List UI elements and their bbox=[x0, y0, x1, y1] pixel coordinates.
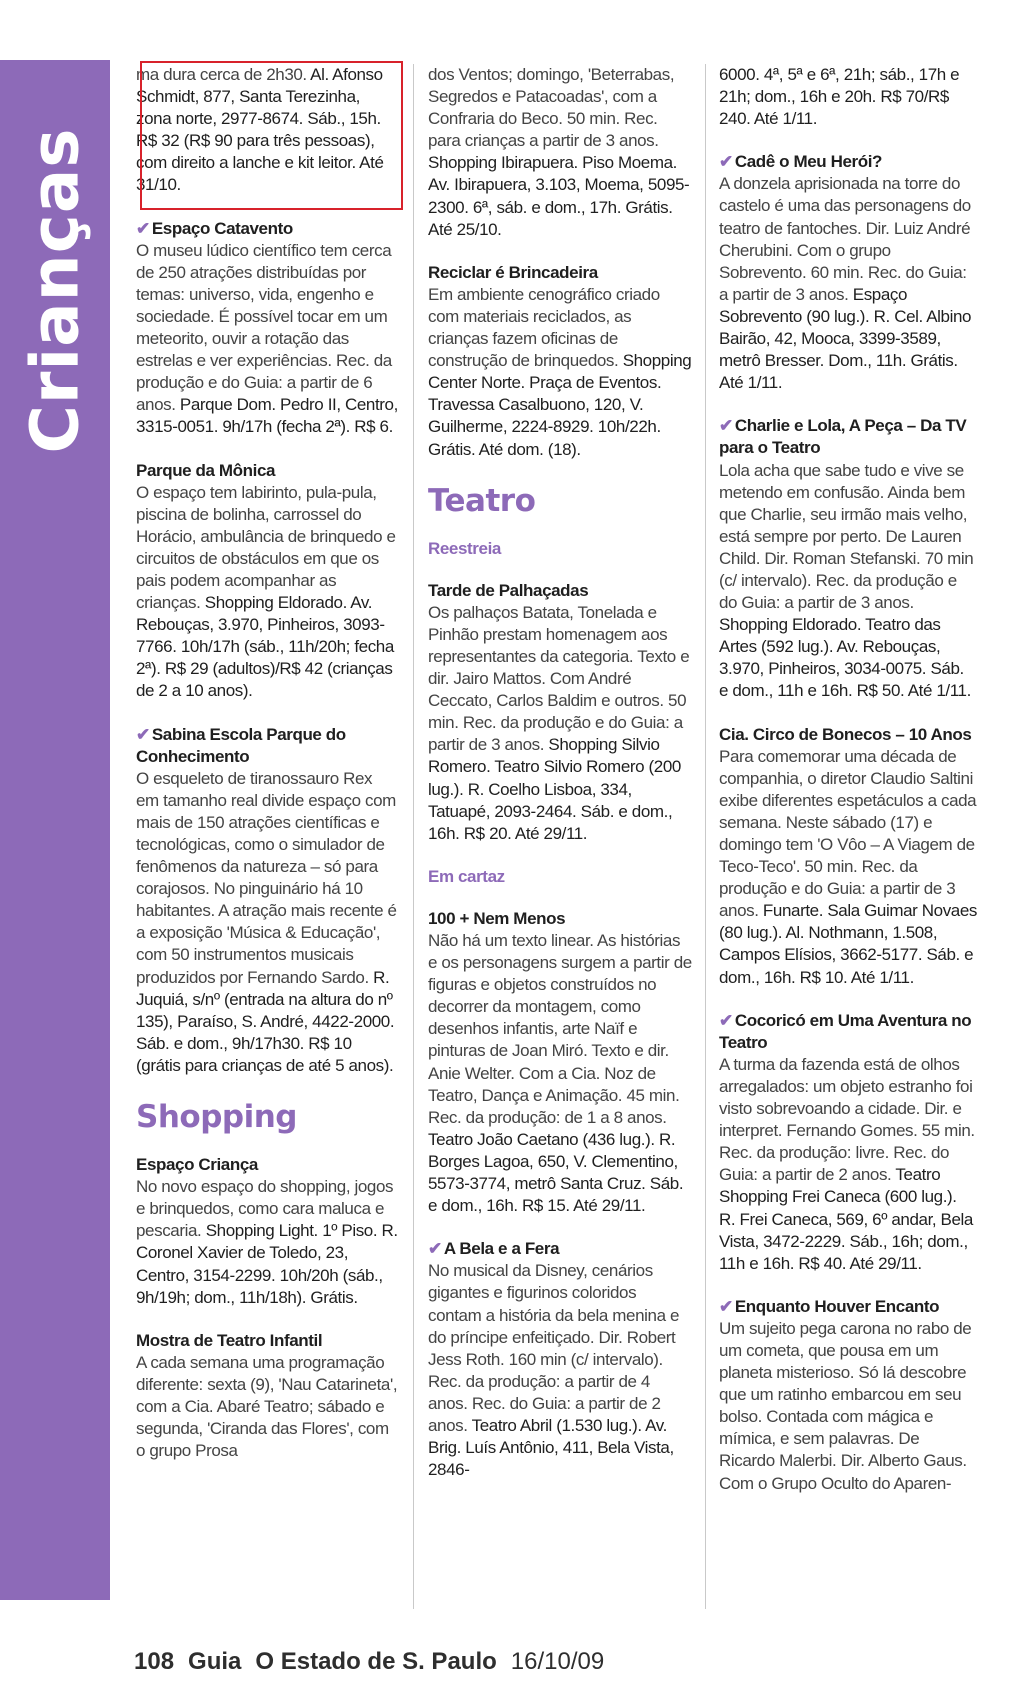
subsection-reestreia: Reestreia bbox=[428, 538, 501, 558]
listing-bela-e-fera: ✔ A Bela e a Fera No musical da Disney, cenários gigantes e figurinos coloridos contam a história da bela menina e do príncipe enfeitiçado. Dir. Robert Jess Roth. 160 min (c/ intervalo). Rec. da produção: a partir de 4 anos. Rec. do Guia: a partir de 2 anos. Teatro Abril (1.530 lug.). Av. Brig. Luís Antônio, 411, Bela Vista, 2846- bbox=[428, 1238, 692, 1481]
listing-espaco-crianca: Espaço Criança No novo espaço do shopping, jogos e brinquedos, como cara maluca e pescaria. Shopping Light. 1º Piso. R. Coronel Xavier de Toledo, 23, Centro, 3154-2299. 10h/20h (sáb., 9h/19h; dom., 11h/18h). Grátis. bbox=[136, 1155, 398, 1307]
column-divider bbox=[705, 64, 706, 1609]
guide-name: Guia bbox=[188, 1648, 242, 1675]
column-divider bbox=[413, 64, 414, 1609]
page-number: 108 bbox=[134, 1648, 175, 1675]
section-heading-shopping: Shopping bbox=[136, 1099, 297, 1136]
listing-cocorico: ✔ Cocoricó em Uma Aventura no Teatro A turma da fazenda está de olhos arregalados: um objeto estranho foi visto sobrevoando a cidade. Dir. e interpret. Fernando Gomes. 55 min. Rec. da produção: livre. Rec. do Guia: a partir de 2 anos. Teatro Shopping Frei Caneca (600 lug.). R. Frei Caneca, 569, 6º andar, Bela Vista, 3472-2229. Sáb., 16h; dom., 11h e 16h. R$ 40. Até 29/11. bbox=[719, 1010, 977, 1275]
checkmark-icon: ✔ bbox=[136, 218, 150, 238]
listing-charlie-e-lola: ✔ Charlie e Lola, A Peça – Da TV para o Teatro Lola acha que sabe tudo e vive se metendo em confusão. Ainda bem que Charlie, seu irmão mais velho, está sempre por perto. De Lauren Child. Dir. Roman Stefanski. 70 min (c/ intervalo). Rec. da produção e do Guia: a partir de 3 anos. Shopping Eldorado. Teatro das Artes (592 lug.). Av. Rebouças, 3.970, Pinheiros, 3034-0075. Sáb. e dom., 11h e 16h. R$ 50. Até 1/11. bbox=[719, 415, 977, 702]
listing-enquanto-houver-encanto: ✔ Enquanto Houver Encanto Um sujeito pega carona no rabo de um cometa, que pousa em um planeta misterioso. Só lá descobre que um ratinho embarcou em seu bolso. Contada com mágica e mímica, e sem palavras. De Ricardo Malerbi. Dir. Alberto Gaus. Com o Grupo Oculto do Aparen- bbox=[719, 1296, 977, 1495]
listing-title: ✔ A Bela e a Fera bbox=[428, 1239, 560, 1259]
listing-espaco-catavento: ✔ Espaço Catavento O museu lúdico científico tem cerca de 250 atrações distribuídas por temas: universo, vida, engenho e sociedade. É possível tocar em um meteorito, ouvir a rotação das estrelas e ver experiências. Rec. da produção e do Guia: a partir de 6 anos. Parque Dom. Pedro II, Centro, 3315-0051. 9h/17h (fecha 2ª). R$ 6. bbox=[136, 218, 398, 437]
listing-title: Tarde de Palhaçadas bbox=[428, 580, 589, 600]
listing-title: Mostra de Teatro Infantil bbox=[136, 1330, 323, 1350]
column-1 bbox=[136, 64, 398, 1614]
listing-tarde-palhacadas: Tarde de Palhaçadas Os palhaços Batata, Tonelada e Pinhão prestam homenagem aos representantes da categoria. Texto e dir. Jairo Mattos. Com André Ceccato, Carlos Baldim e outros. 50 min. Rec. da produção e do Guia: a partir de 3 anos. Shopping Silvio Romero. Teatro Silvio Romero (200 lug.). R. Coelho Lisboa, 334, Tatuapé, 2093-2464. Sáb. e dom., 16h. R$ 20. Até 29/11. bbox=[428, 580, 692, 845]
checkmark-icon: ✔ bbox=[428, 1239, 442, 1259]
section-title-vertical: Crianças bbox=[16, 126, 94, 454]
listing-cade-meu-heroi: ✔ Cadê o Meu Herói? A donzela aprisionada na torre do castelo é uma das personagens do teatro de fantoches. Dir. Luiz André Cherubini. Com o grupo Sobrevento. 60 min. Rec. do Guia: a partir de 3 anos. Espaço Sobrevento (90 lug.). R. Cel. Albino Bairão, 42, Mooca, 3399-3589, metrô Bresser. Dom., 11h. Grátis. Até 1/11. bbox=[719, 151, 977, 394]
listing-title: ✔ Charlie e Lola, A Peça – Da TV para o Teatro bbox=[719, 416, 967, 458]
subsection-em-cartaz: Em cartaz bbox=[428, 866, 505, 886]
highlight-box bbox=[140, 61, 403, 210]
checkmark-icon: ✔ bbox=[719, 152, 733, 172]
listing-title: ✔ Sabina Escola Parque do Conhecimento bbox=[136, 724, 346, 766]
listing-title: Cia. Circo de Bonecos – 10 Anos bbox=[719, 724, 972, 744]
column-2 bbox=[428, 64, 692, 1614]
checkmark-icon: ✔ bbox=[136, 724, 150, 744]
checkmark-icon: ✔ bbox=[719, 416, 733, 436]
listing-title: ✔ Enquanto Houver Encanto bbox=[719, 1296, 940, 1316]
listing-continued: dos Ventos; domingo, 'Beterrabas, Segredos e Patacoadas', com a Confraria do Beco. 50 min. Rec. para crianças a partir de 3 anos. Shopping Ibirapuera. Piso Moema. Av. Ibirapuera, 3.103, Moema, 5095-2300. 6ª, sáb. e dom., 17h. Grátis. Até 25/10. bbox=[428, 65, 690, 239]
listing-parque-da-monica: Parque da Mônica O espaço tem labirinto, pula-pula, piscina de bolinha, carrossel do Horácio, ambulância de brinquedo e circuitos de obstáculos em que os pais podem acompanhar as crianças. Shopping Eldorado. Av. Rebouças, 3.970, Pinheiros, 3093-7766. 10h/17h (sáb., 11h/20h; fecha 2ª). R$ 29 (adultos)/R$ 42 (crianças de 2 a 10 anos). bbox=[136, 460, 398, 703]
newspaper-name: O Estado de S. Paulo bbox=[255, 1648, 497, 1675]
listing-continued: ma dura cerca de 2h30. Al. Afonso Schmidt, 877, Santa Terezinha, zona norte, 2977-8674. Sáb., 15h. R$ 32 (R$ 90 para três pessoas), com direito a lanche e kit leitor. Até 31/10. bbox=[136, 65, 384, 195]
issue-date: 16/10/09 bbox=[510, 1648, 605, 1675]
listing-title: ✔ Cocoricó em Uma Aventura no Teatro bbox=[719, 1010, 972, 1052]
listing-title: Reciclar é Brincadeira bbox=[428, 262, 598, 282]
checkmark-icon: ✔ bbox=[719, 1010, 733, 1030]
listing-circo-de-bonecos: Cia. Circo de Bonecos – 10 Anos Para comemorar uma década de companhia, o diretor Claudio Saltini exibe diferentes espetáculos a cada semana. Neste sábado (17) e domingo tem 'O Vôo – A Viagem de Teco-Teco'. 50 min. Rec. da produção e do Guia: a partir de 3 anos. Funarte. Sala Guimar Novaes (80 lug.). Al. Nothmann, 1.508, Campos Elísios, 3662-5177. Sáb. e dom., 16h. R$ 10. Até 1/11. bbox=[719, 724, 977, 987]
listing-100-nem-menos: 100 + Nem Menos Não há um texto linear. As histórias e os personagens surgem a partir de figuras e objetos construídos no decorrer da montagem, como desenhos infantis, arte Naïf e pinturas de Joan Miró. Texto e dir. Anie Welter. Com a Cia. Noz de Teatro, Dança e Animação. 45 min. Rec. da produção: de 1 a 8 anos. Teatro João Caetano (436 lug.). R. Borges Lagoa, 650, V. Clementino, 5573-3774, metrô Santa Cruz. Sáb. e dom., 16h. R$ 15. Até 29/11. bbox=[428, 908, 692, 1216]
column-3 bbox=[719, 64, 977, 1614]
listing-title: Parque da Mônica bbox=[136, 460, 276, 480]
page-footer bbox=[134, 1648, 604, 1676]
listing-title: 100 + Nem Menos bbox=[428, 908, 566, 928]
checkmark-icon: ✔ bbox=[719, 1296, 733, 1316]
listing-title: Espaço Criança bbox=[136, 1155, 258, 1175]
listing-continued: 6000. 4ª, 5ª e 6ª, 21h; sáb., 17h e 21h; dom., 16h e 20h. R$ 70/R$ 240. Até 1/11. bbox=[719, 65, 960, 129]
listing-title: ✔ Cadê o Meu Herói? bbox=[719, 152, 883, 172]
section-heading-teatro: Teatro bbox=[428, 482, 536, 519]
listing-mostra-teatro: Mostra de Teatro Infantil A cada semana uma programação diferente: sexta (9), 'Nau Catarineta', com a Cia. Abaré Teatro; sábado e segunda, 'Ciranda das Flores', com o grupo Prosa bbox=[136, 1330, 398, 1461]
listing-reciclar: Reciclar é Brincadeira Em ambiente cenográfico criado com materiais reciclados, as crianças fazem oficinas de construção de brinquedos. Shopping Center Norte. Praça de Eventos. Travessa Casalbuono, 120, V. Guilherme, 2224-8929. 10h/22h. Grátis. Até dom. (18). bbox=[428, 262, 692, 459]
listing-sabina: ✔ Sabina Escola Parque do Conhecimento O esqueleto de tiranossauro Rex em tamanho real divide espaço com mais de 150 atrações científicas e tecnológicas, como o simulador de fenômenos da natureza – só para corajosos. No pinguinário há 10 habitantes. A atração mais recente é a exposição 'Música & Educação', com 50 instrumentos musicais produzidos por Fernando Sardo. R. Juquiá, s/nº (entrada na altura do nº 135), Paraíso, S. André, 4422-2000. Sáb. e dom., 9h/17h30. R$ 10 (grátis para crianças de até 5 anos). bbox=[136, 724, 397, 1075]
listing-title: ✔ Espaço Catavento bbox=[136, 218, 293, 238]
